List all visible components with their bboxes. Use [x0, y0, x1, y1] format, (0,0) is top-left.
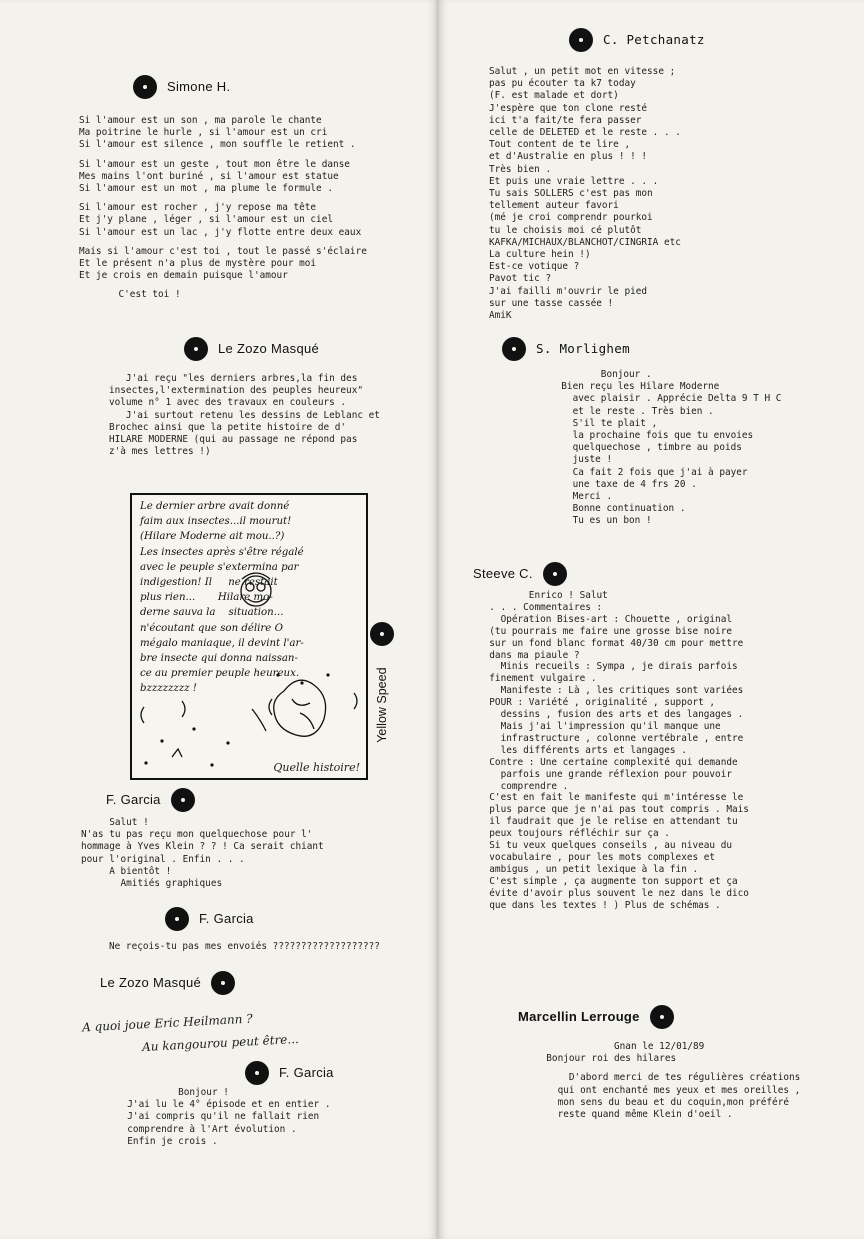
yellow-speed-signature	[370, 622, 394, 743]
lerrouge-letter	[535, 1041, 800, 1121]
poem-line: Si l'amour est rocher , j'y repose ma tête	[79, 202, 317, 214]
letter-line: Tu es un bon !	[550, 515, 652, 527]
zozo-name-2: Le Zozo Masqué	[100, 974, 202, 990]
letter-line: Bonjour !	[116, 1087, 229, 1098]
letter-line: S'il te plait ,	[550, 417, 658, 429]
poem-line: Ma poitrine le hurle , si l'amour est un cri	[79, 127, 328, 139]
steeve-heading	[473, 562, 567, 586]
poem-line: Si l'amour est un mot , ma plume le formule .	[79, 183, 333, 195]
letter-line: évite d'avoir plus souvent le nez dans le dico	[478, 887, 749, 899]
petchanatz-heading	[569, 28, 705, 52]
comic-line: bzzzzzzzz !	[140, 683, 197, 695]
letter-line: sur un fond blanc format 40/30 cm pour mettre	[478, 637, 744, 649]
letter-line: Bonjour .	[550, 369, 652, 380]
letter-line: une taxe de 4 frs 20 .	[550, 478, 697, 490]
letter-line: . . . Commentaires :	[478, 601, 603, 613]
letter-line: Bonne continuation .	[550, 503, 686, 515]
letter-line: J'ai surtout retenu les dessins de Leblanc et	[109, 409, 380, 421]
comic-line: Les insectes après s'être régalé	[140, 546, 304, 558]
zozo-handwritten-2: Au kangourou peut être...	[141, 1031, 300, 1055]
poem-line: Si l'amour est un lac , j'y flotte entre deux eaux	[79, 226, 362, 238]
letter-line: ici t'a fait/te fera passer	[489, 114, 642, 126]
letter-line: Est-ce votique ?	[489, 261, 580, 273]
letter-line: et d'Australie en plus ! ! !	[489, 151, 648, 163]
zozo-heading-1	[184, 337, 319, 361]
morlighem-name: S. Morlighem	[536, 340, 630, 356]
zozo-heading-2	[100, 971, 235, 995]
letter-line: tellement auteur favori	[489, 200, 619, 212]
letter-line: Manifeste : Là , les critiques sont variées	[478, 685, 744, 697]
zozo-name-1: Le Zozo Masqué	[218, 340, 320, 356]
letter-line: Brochec ainsi que la petite histoire de d'	[109, 421, 347, 433]
garcia-name-2: F. Garcia	[199, 910, 254, 926]
letter-line: infrastructure , colonne vertébrale , entre	[478, 732, 744, 744]
garcia-heading-1	[106, 788, 195, 812]
letter-line: J'ai reçu "les derniers arbres,la fin des	[109, 373, 358, 384]
letter-line: la prochaine fois que tu envoies	[550, 430, 754, 442]
record-disc-icon	[165, 907, 189, 931]
comic-line: Le dernier arbre avait donné	[140, 501, 290, 512]
simone-heading	[133, 75, 230, 99]
record-disc-icon	[171, 788, 195, 812]
letter-line: Enfin je crois .	[116, 1135, 218, 1147]
letter-line: volume n° 1 avec des travaux en couleurs .	[109, 397, 347, 409]
steeve-letter	[478, 590, 749, 911]
letter-line: hommage à Yves Klein ? ? ! Ca serait chiant	[81, 841, 324, 853]
letter-line: avec plaisir . Apprécie Delta 9 T H C	[550, 393, 782, 405]
record-disc-icon	[211, 971, 235, 995]
comic-line: (Hilare Moderne ait mou..?)	[140, 531, 285, 543]
letter-line: reste quand même Klein d'oeil .	[535, 1109, 733, 1121]
comic-line: derne sauva la situation...	[140, 607, 284, 619]
poem-line: Si l'amour est un son , ma parole le chante	[79, 115, 322, 126]
yellow-speed-label: Yellow Speed	[374, 667, 389, 743]
comic-line: avec le peuple s'extermina par	[140, 561, 299, 573]
comic-line: faim aux insectes...il mourut!	[140, 516, 292, 528]
letter-line: Bonjour roi des hilares	[535, 1053, 677, 1065]
garcia-name-1: F. Garcia	[106, 791, 161, 807]
zozo-letter-1	[109, 373, 380, 458]
garcia-letter-3	[116, 1087, 330, 1148]
letter-line: HILARE MODERNE (qui au passage ne répond pas	[109, 434, 358, 446]
garcia-name-3: F. Garcia	[279, 1064, 334, 1080]
letter-line: dessins , fusion des arts et des langages .	[478, 709, 744, 721]
petchanatz-name: C. Petchanatz	[603, 31, 705, 47]
letter-line: il faudrait que je le relise en attendant tu	[478, 816, 738, 828]
letter-line: Pavot tic ?	[489, 273, 552, 285]
letter-line: Très bien .	[489, 163, 552, 175]
letter-line: ambigus , un petit lexique à la fin .	[478, 863, 699, 875]
letter-line: Ca fait 2 fois que j'ai à payer	[550, 466, 748, 478]
letter-line: Enrico ! Salut	[478, 590, 608, 601]
letter-line: Gnan le 12/01/89	[535, 1041, 705, 1052]
letter-line: insectes,l'extermination des peuples heureux"	[109, 385, 363, 397]
comic-line: n'écoutant que son délire O	[140, 622, 283, 634]
letter-line: POUR : Variété , originalité , support ,	[478, 697, 716, 709]
letter-line: quelquechose , timbre au poids	[550, 442, 742, 454]
letter-line: Minis recueils : Sympa , je dirais parfois	[478, 661, 738, 673]
garcia-letter-1	[81, 817, 324, 890]
morlighem-letter	[550, 369, 781, 528]
letter-line: comprendre .	[478, 780, 569, 792]
letter-line: A bientôt !	[81, 865, 172, 877]
letter-line: tu le choisis moi cé plutôt	[489, 224, 642, 236]
letter-line: parfois une grande réflexion pour pouvoir	[478, 768, 732, 780]
garcia-heading-3	[245, 1061, 334, 1085]
poem-line: Et je crois en demain puisque l'amour	[79, 270, 288, 282]
letter-line: qui ont enchanté mes yeux et mes oreilles ,	[535, 1084, 801, 1096]
lerrouge-heading	[518, 1005, 674, 1029]
letter-line: J'ai compris qu'il ne fallait rien	[116, 1111, 320, 1123]
petchanatz-letter	[489, 66, 681, 322]
comic-panel	[130, 493, 368, 780]
letter-line: J'espère que ton clone resté	[489, 102, 648, 114]
letter-line: z'à mes lettres !)	[109, 446, 211, 458]
letter-line: C'est en fait le manifeste qui m'intéresse le	[478, 792, 744, 804]
zozo-handwritten-1: A quoi joue Eric Heilmann ?	[81, 1011, 253, 1035]
letter-line: finement vulgaire .	[478, 673, 597, 685]
letter-line: (tu pourrais me faire une grosse bise noire	[478, 625, 732, 637]
letter-line: C'est simple , ça augmente ton support et ça	[478, 875, 738, 887]
letter-line: (F. est malade et dort)	[489, 90, 619, 102]
record-disc-icon	[650, 1005, 674, 1029]
letter-line: Amitiés graphiques	[81, 878, 223, 890]
record-disc-icon	[502, 337, 526, 361]
poem-line: Et le présent n'a plus de mystère pour moi	[79, 258, 317, 270]
garcia-heading-2	[165, 907, 254, 931]
record-disc-icon	[245, 1061, 269, 1085]
letter-line: les différents arts et langages .	[478, 744, 687, 756]
letter-line: J'ai lu le 4° épisode et en entier .	[116, 1099, 331, 1111]
poem-line: Mais si l'amour c'est toi , tout le passé s'éclaire	[79, 245, 367, 257]
letter-line: Si tu veux quelques conseils , au niveau du	[478, 840, 732, 852]
letter-line: Tout content de te lire ,	[489, 139, 631, 151]
letter-line: dans ma piaule ?	[478, 649, 580, 661]
letter-line: AmiK	[489, 310, 512, 322]
simone-name: Simone H.	[167, 78, 231, 94]
letter-line: et le reste . Très bien .	[550, 405, 714, 417]
simone-poem	[79, 115, 367, 302]
letter-line: vocabulaire , pour les mots complexes et	[478, 851, 716, 863]
letter-line: Ne reçois-tu pas mes envoiés ???????????????????	[109, 941, 380, 952]
morlighem-heading	[502, 337, 630, 361]
letter-line: Salut , un petit mot en vitesse ;	[489, 66, 676, 77]
letter-line: celle de DELETED et le reste . . .	[489, 127, 681, 139]
comic-line: plus rien... Hilare mo-	[140, 592, 273, 604]
letter-line: D'abord merci de tes régulières créations	[535, 1072, 801, 1084]
record-disc-icon	[133, 75, 157, 99]
letter-line: que dans les textes ! ) Plus de schémas .	[478, 899, 721, 911]
garcia-letter-2	[109, 941, 380, 953]
letter-line: La culture hein !)	[489, 249, 591, 261]
letter-line: juste !	[550, 454, 613, 466]
letter-line: Salut !	[81, 817, 149, 828]
comic-line: bre insecte qui donna naissan-	[140, 653, 298, 665]
record-disc-icon	[569, 28, 593, 52]
steeve-name: Steeve C.	[473, 565, 533, 581]
letter-line: sur une tasse cassée !	[489, 297, 614, 309]
letter-line: Bien reçu les Hilare Moderne	[550, 381, 720, 393]
comic-line: mégalo maniaque, il devint l'ar-	[140, 637, 304, 649]
right-page	[439, 0, 864, 1239]
comic-line: ce au premier peuple heureux.	[140, 668, 300, 680]
letter-line: Mais j'ai l'impression qu'il manque une	[478, 720, 721, 732]
letter-line: J'ai failli m'ouvrir le pied	[489, 285, 648, 297]
letter-line: Opération Bises-art : Chouette , original	[478, 613, 732, 625]
letter-line: Tu sais SOLLERS c'est pas mon	[489, 188, 653, 200]
letter-line: Contre : Une certaine complexité qui demande	[478, 756, 738, 768]
letter-line: KAFKA/MICHAUX/BLANCHOT/CINGRIA etc	[489, 236, 681, 248]
record-disc-icon	[370, 622, 394, 646]
letter-line: comprendre à l'Art évolution .	[116, 1123, 297, 1135]
letter-line: pour l'original . Enfin . . .	[81, 853, 245, 865]
comic-caption: Quelle histoire!	[273, 760, 360, 774]
poem-line: Mes mains l'ont buriné , si l'amour est statue	[79, 170, 339, 182]
letter-line: (mé je croi comprendr pourkoi	[489, 212, 653, 224]
comic-text	[140, 499, 360, 697]
letter-line: Merci .	[550, 491, 613, 503]
lerrouge-name: Marcellin Lerrouge	[518, 1008, 640, 1024]
record-disc-icon	[184, 337, 208, 361]
comic-line: indigestion! Il ne restait	[140, 577, 278, 589]
poem-line: Si l'amour est silence , mon souffle le retient .	[79, 139, 356, 151]
letter-line: plus parce que je n'ai pas tout compris . Mais	[478, 804, 749, 816]
letter-line: Et puis une vraie lettre . . .	[489, 175, 659, 187]
letter-line: mon sens du beau et du coquin,mon préféré	[535, 1096, 789, 1108]
letter-line: N'as tu pas reçu mon quelquechose pour l'	[81, 829, 313, 841]
poem-line: Si l'amour est un geste , tout mon être le danse	[79, 158, 350, 170]
record-disc-icon	[543, 562, 567, 586]
letter-line: peux toujours réfléchir sur ça .	[478, 828, 670, 840]
poem-line: Et j'y plane , léger , si l'amour est un ciel	[79, 214, 333, 226]
poem-line: C'est toi !	[79, 289, 181, 301]
letter-line: pas pu écouter ta k7 today	[489, 78, 636, 90]
